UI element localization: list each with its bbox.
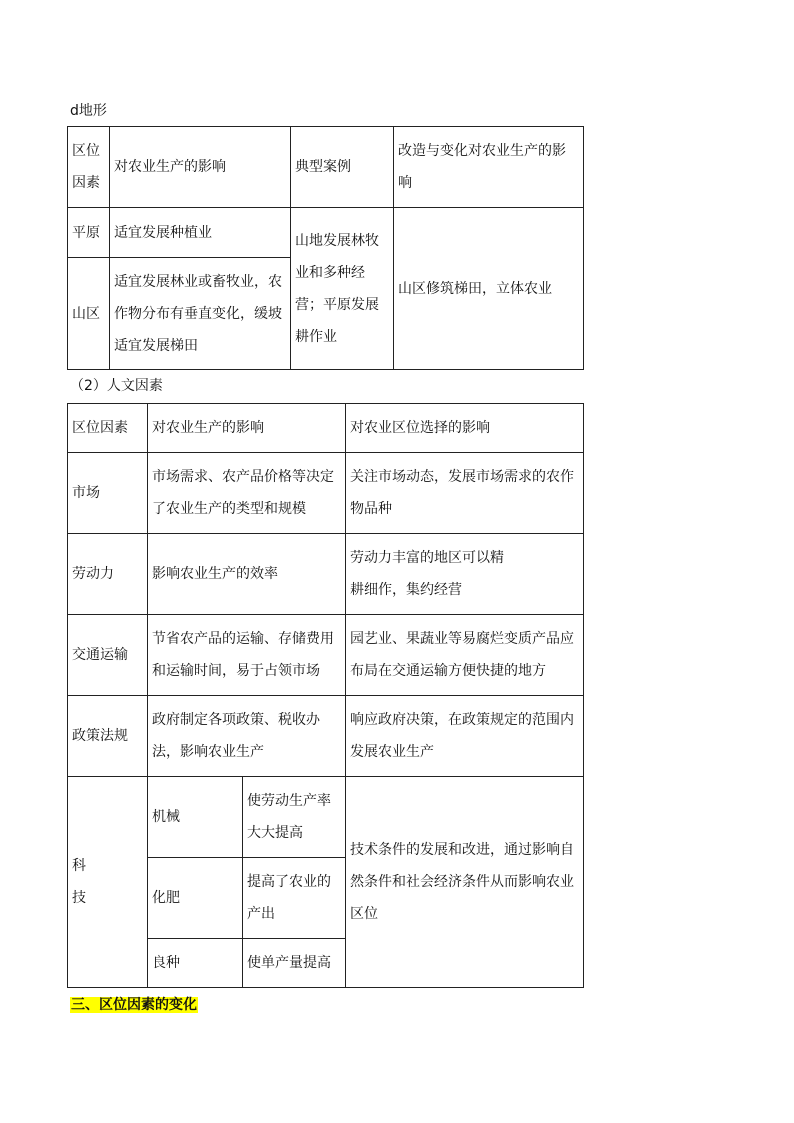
factor-labor: 劳动力 [68, 534, 148, 615]
influence-policy: 政府制定各项政策、税收办法，影响农业生产 [148, 696, 346, 777]
section-terrain-heading: d地形 [70, 103, 107, 119]
row-influence-plain: 适宜发展种植业 [110, 208, 291, 258]
choice-labor [346, 534, 584, 615]
case-cell: 山地发展林牧业和多种经营；平原发展耕作业 [291, 208, 394, 370]
header-influence: 对农业生产的影响 [110, 127, 291, 208]
human-table [67, 403, 584, 988]
choice-tech: 技术条件的发展和改进，通过影响自然条件和社会经济条件从而影响农业区位 [346, 777, 584, 988]
header-change: 改造与变化对农业生产的影响 [394, 127, 584, 208]
tech-item-seed: 良种 [148, 939, 243, 988]
factor-tech-char-1: 科 [72, 858, 86, 874]
factor-tech-char-2: 技 [72, 890, 86, 906]
choice-policy: 响应政府决策，在政策规定的范围内发展农业生产 [346, 696, 584, 777]
tech-item-fertilizer: 化肥 [148, 858, 243, 939]
tech-effect-seed: 使单产量提高 [243, 939, 346, 988]
factor-market: 市场 [68, 453, 148, 534]
header-factor: 区位因素 [68, 127, 110, 208]
choice-labor-line-2: 耕细作，集约经营 [350, 582, 462, 598]
row-factor-mountain: 山区 [68, 258, 110, 370]
change-cell: 山区修筑梯田，立体农业 [394, 208, 584, 370]
section-human-heading: （2）人文因素 [70, 378, 163, 394]
choice-labor-line-1: 劳动力丰富的地区可以精 [350, 550, 504, 566]
influence-market: 市场需求、农产品价格等决定了农业生产的类型和规模 [148, 453, 346, 534]
choice-transport: 园艺业、果蔬业等易腐烂变质产品应布局在交通运输方便快捷的地方 [346, 615, 584, 696]
header-case: 典型案例 [291, 127, 394, 208]
factor-tech [68, 777, 148, 988]
header-choice: 对农业区位选择的影响 [346, 404, 584, 453]
choice-market: 关注市场动态，发展市场需求的农作物品种 [346, 453, 584, 534]
factor-policy: 政策法规 [68, 696, 148, 777]
terrain-table [67, 126, 584, 370]
section-change-highlight: 三、区位因素的变化 [71, 997, 197, 1013]
tech-effect-fertilizer: 提高了农业的产出 [243, 858, 346, 939]
influence-labor: 影响农业生产的效率 [148, 534, 346, 615]
tech-item-machinery: 机械 [148, 777, 243, 858]
section-change-heading [70, 996, 198, 1014]
header-factor: 区位因素 [68, 404, 148, 453]
factor-transport: 交通运输 [68, 615, 148, 696]
row-influence-mountain: 适宜发展林业或畜牧业，农作物分布有垂直变化，缓坡适宜发展梯田 [110, 258, 291, 370]
influence-transport: 节省农产品的运输、存储费用和运输时间，易于占领市场 [148, 615, 346, 696]
header-influence: 对农业生产的影响 [148, 404, 346, 453]
tech-effect-machinery: 使劳动生产率大大提高 [243, 777, 346, 858]
row-factor-plain: 平原 [68, 208, 110, 258]
